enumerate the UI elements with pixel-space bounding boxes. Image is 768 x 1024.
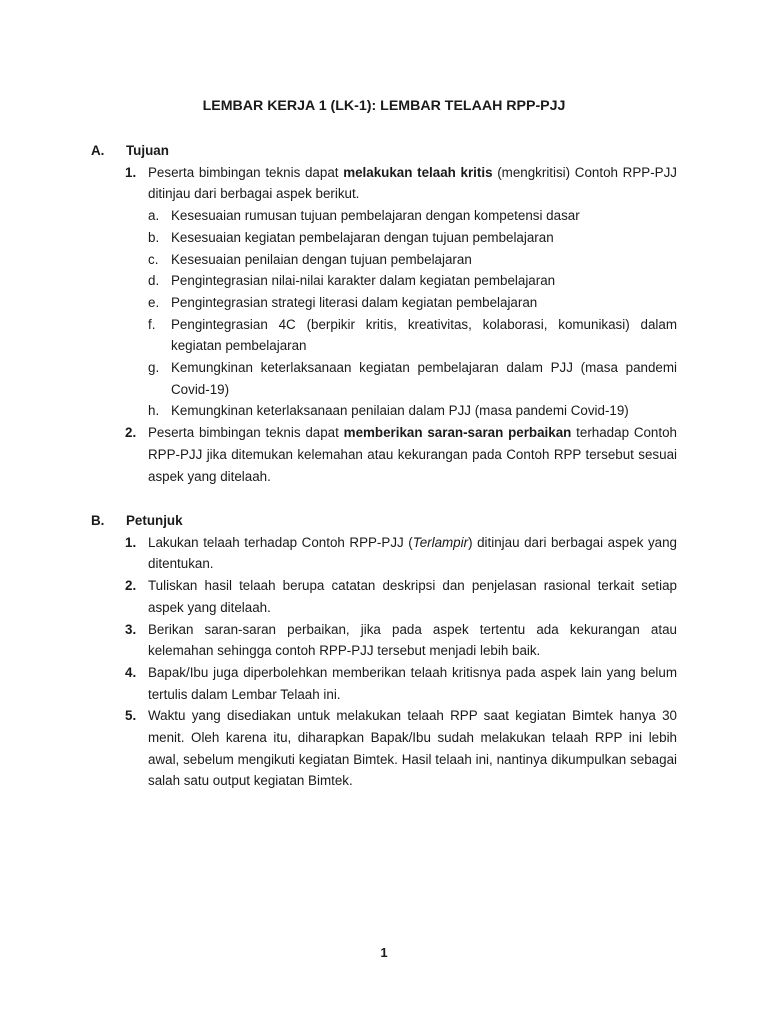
sub-list-item xyxy=(91,292,677,314)
section-tujuan xyxy=(91,140,677,487)
sub-item-text: Kesesuaian penilaian dengan tujuan pembelajaran xyxy=(171,251,472,267)
section-title: Petunjuk xyxy=(126,513,183,528)
item-number: 1. xyxy=(125,164,137,180)
list-item xyxy=(91,162,677,205)
item-text-part: terhadap Contoh RPP-PJJ jika ditemukan kelemahan atau kekurangan pada Contoh RPP tersebut sesuai aspek yang ditelaah. xyxy=(148,425,677,484)
item-text xyxy=(148,422,677,487)
item-text: Waktu yang disediakan untuk melakukan telaah RPP saat kegiatan Bimtek hanya 30 menit. Oleh karena itu, diharapkan Bapak/Ibu sudah melakukan telaah RPP ini lebih awal, sebelum mengikuti kegiatan Bimtek. Hasil telaah ini, nantinya dikumpulkan sebagai salah satu output kegiatan Bimtek. xyxy=(148,708,677,789)
item-text-part: (mengkritisi) Contoh RPP-PJJ ditinjau dari berbagai aspek berikut. xyxy=(148,164,677,202)
item-number: 3. xyxy=(125,621,137,637)
sub-list-item xyxy=(91,205,677,227)
sub-item-text: Kemungkinan keterlaksanaan kegiatan pembelajaran dalam PJJ (masa pandemi Covid-19) xyxy=(171,360,677,397)
section-petunjuk xyxy=(91,510,677,792)
item-number: 2. xyxy=(125,425,137,441)
item-text-bold: memberikan saran-saran perbaikan xyxy=(343,425,572,441)
sub-item-letter: e. xyxy=(148,294,160,310)
sub-list-item xyxy=(91,270,677,292)
sub-item-text: Pengintegrasian nilai-nilai karakter dalam kegiatan pembelajaran xyxy=(171,273,556,289)
sub-item-letter: h. xyxy=(148,403,160,419)
list-item xyxy=(91,619,677,662)
section-heading xyxy=(91,510,677,532)
sub-item-text: Kemungkinan keterlaksanaan penilaian dalam PJJ (masa pandemi Covid-19) xyxy=(171,403,629,419)
list-item xyxy=(91,662,677,705)
sub-item-text: Pengintegrasian strategi literasi dalam kegiatan pembelajaran xyxy=(171,294,538,310)
sub-list-item xyxy=(91,249,677,271)
item-text xyxy=(148,162,677,205)
list-item xyxy=(91,532,677,575)
section-heading xyxy=(91,140,677,162)
sub-item-letter: g. xyxy=(148,360,160,376)
sub-list-item xyxy=(91,400,677,422)
sub-item-letter: b. xyxy=(148,229,160,245)
sub-list-item xyxy=(91,227,677,249)
list-item xyxy=(91,705,677,792)
item-text-part: Lakukan telaah terhadap Contoh RPP-PJJ ( xyxy=(148,534,413,550)
sub-list-item xyxy=(91,314,677,357)
sub-item-letter: a. xyxy=(148,208,160,224)
item-text: Tuliskan hasil telaah berupa catatan deskripsi dan penjelasan rasional terkait setiap aspek yang ditelaah. xyxy=(148,578,677,615)
item-text: Berikan saran-saran perbaikan, jika pada aspek tertentu ada kekurangan atau kelemahan sehingga contoh RPP-PJJ tersebut menjadi lebih baik. xyxy=(148,621,677,659)
sub-item-letter: c. xyxy=(148,251,159,267)
item-text-part: Peserta bimbingan teknis dapat xyxy=(148,164,344,180)
item-text-bold: melakukan telaah kritis xyxy=(343,164,493,180)
sub-list xyxy=(91,205,677,422)
item-number: 4. xyxy=(125,664,137,680)
sub-item-letter: d. xyxy=(148,273,160,289)
page-title: LEMBAR KERJA 1 (LK-1): LEMBAR TELAAH RPP-PJJ xyxy=(202,98,566,114)
item-text xyxy=(148,532,677,575)
item-number: 1. xyxy=(125,534,137,550)
page-number: 1 xyxy=(380,945,388,960)
item-text-italic: Terlampir xyxy=(412,534,469,550)
sub-item-letter: f. xyxy=(148,316,156,332)
section-title: Tujuan xyxy=(126,143,169,158)
sub-item-text: Pengintegrasian 4C (berpikir kritis, kreativitas, kolaborasi, komunikasi) dalam kegiatan pembelajaran xyxy=(171,316,677,354)
item-text: Bapak/Ibu juga diperbolehkan memberikan telaah kritisnya pada aspek lain yang belum tertulis dalam Lembar Telaah ini. xyxy=(148,664,677,702)
sub-item-text: Kesesuaian rumusan tujuan pembelajaran dengan kompetensi dasar xyxy=(171,208,580,224)
item-text-part: Peserta bimbingan teknis dapat xyxy=(148,425,344,441)
item-text-part: ) ditinjau dari berbagai aspek yang ditentukan. xyxy=(148,534,677,572)
sub-item-text: Kesesuaian kegiatan pembelajaran dengan tujuan pembelajaran xyxy=(171,229,554,245)
list-item xyxy=(91,422,677,487)
section-letter: B. xyxy=(91,513,105,528)
item-number: 2. xyxy=(125,578,137,594)
list-item xyxy=(91,575,677,618)
sub-list-item xyxy=(91,357,677,400)
item-number: 5. xyxy=(125,708,137,724)
section-letter: A. xyxy=(91,143,105,158)
